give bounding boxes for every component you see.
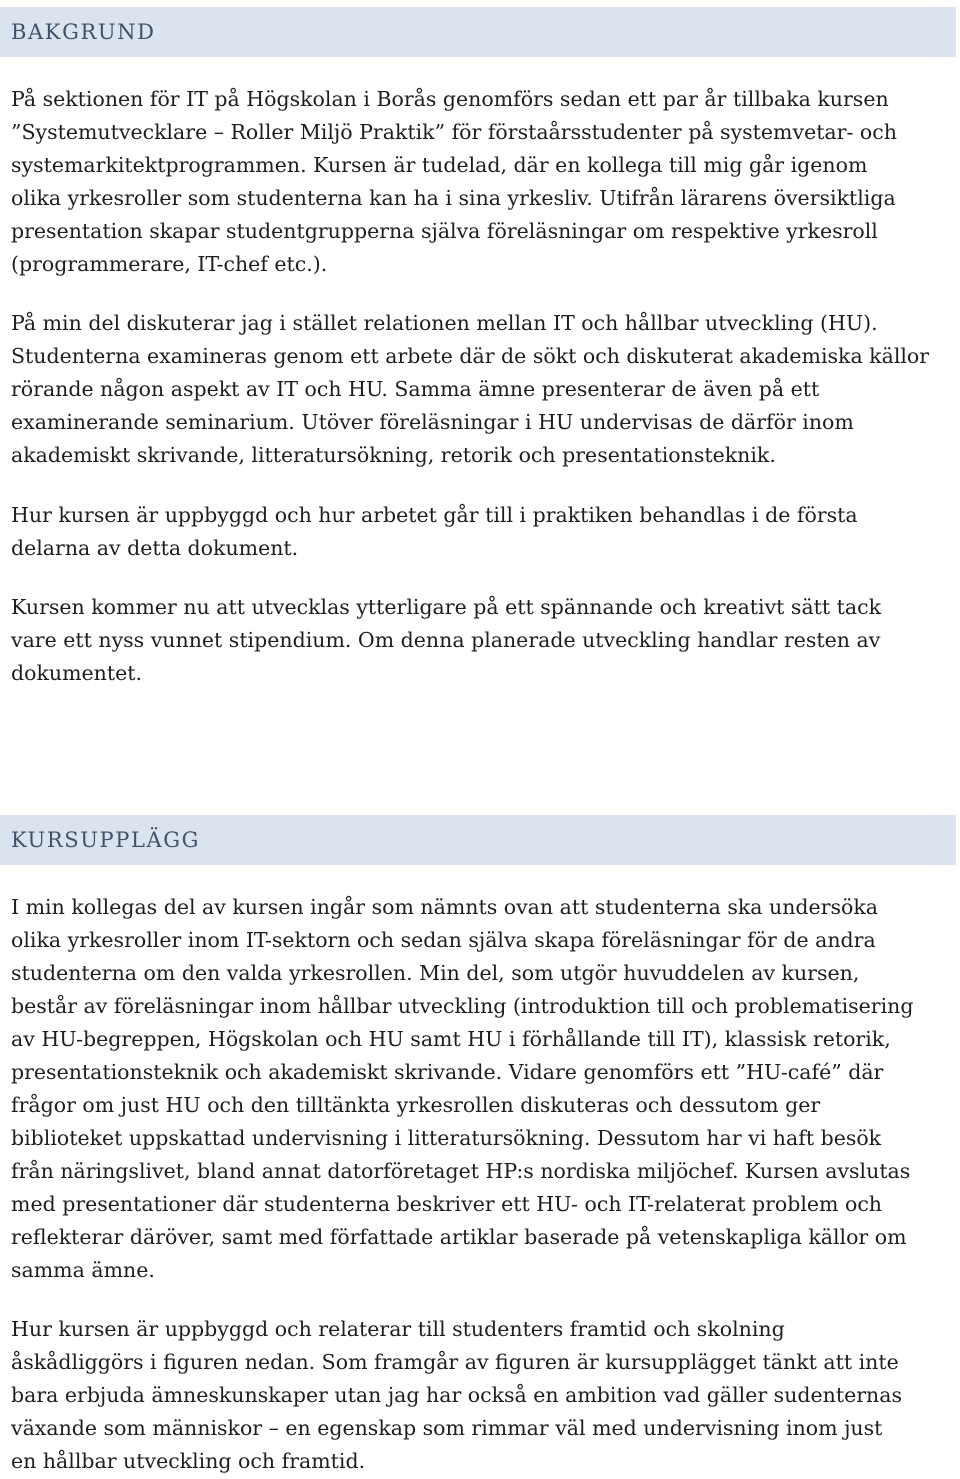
text-line: Studenterna examineras genom ett arbete där de sökt och diskuterat akademiska källor: [11, 344, 930, 368]
text-line: olika yrkesroller inom IT-sektorn och sedan själva skapa föreläsningar för de andra: [11, 928, 876, 952]
section-heading-kursupplagg: [0, 815, 956, 865]
text-line: presentation skapar studentgrupperna själva föreläsningar om respektive yrkesroll: [11, 219, 878, 243]
paragraph: [11, 891, 946, 1287]
text-line: I min kollegas del av kursen ingår som nämnts ovan att studenterna ska undersöka: [11, 895, 878, 919]
text-line: växande som människor – en egenskap som rimmar väl med undervisning inom just: [11, 1416, 883, 1440]
text-line: samma ämne.: [11, 1258, 155, 1282]
text-line: examinerande seminarium. Utöver föreläsningar i HU undervisas de därför inom: [11, 410, 854, 434]
text-line: (programmerare, IT-chef etc.).: [11, 252, 328, 276]
text-line: åskådliggörs i figuren nedan. Som framgår av figuren är kursupplägget tänkt att inte: [11, 1350, 899, 1374]
paragraph: [11, 307, 946, 472]
text-line: systemarkitektprogrammen. Kursen är tudelad, där en kollega till mig går igenom: [11, 153, 868, 177]
text-line: På sektionen för IT på Högskolan i Borås genomförs sedan ett par år tillbaka kursen: [11, 87, 889, 111]
text-line: delarna av detta dokument.: [11, 536, 299, 560]
text-line: ”Systemutvecklare – Roller Miljö Praktik” för förstaårsstudenter på systemvetar- och: [11, 120, 897, 144]
text-line: olika yrkesroller som studenterna kan ha i sina yrkesliv. Utifrån lärarens översiktliga: [11, 186, 896, 210]
paragraph: [11, 1313, 946, 1478]
text-line: biblioteket uppskattad undervisning i litteratursökning. Dessutom har vi haft besök: [11, 1126, 882, 1150]
text-line: presentationsteknik och akademiskt skrivande. Vidare genomförs ett ”HU-café” där: [11, 1060, 884, 1084]
section-title: KURSUPPLÄGG: [11, 828, 201, 852]
text-line: reflekterar däröver, samt med författade artiklar baserade på vetenskapliga källor om: [11, 1225, 907, 1249]
paragraph: [11, 83, 946, 281]
text-line: vare ett nyss vunnet stipendium. Om denna planerade utveckling handlar resten av: [11, 628, 881, 652]
section-heading-bakgrund: [0, 7, 956, 57]
text-line: Hur kursen är uppbyggd och relaterar till studenters framtid och skolning: [11, 1317, 785, 1341]
text-line: från näringslivet, bland annat datorföretaget HP:s nordiska miljöchef. Kursen avslutas: [11, 1159, 911, 1183]
text-line: dokumentet.: [11, 661, 142, 685]
paragraph: [11, 591, 946, 690]
text-line: studenterna om den valda yrkesrollen. Min del, som utgör huvuddelen av kursen,: [11, 961, 860, 985]
text-line: På min del diskuterar jag i stället relationen mellan IT och hållbar utveckling (HU).: [11, 311, 878, 335]
text-line: Kursen kommer nu att utvecklas ytterligare på ett spännande och kreativt sätt tack: [11, 595, 882, 619]
text-line: Hur kursen är uppbyggd och hur arbetet går till i praktiken behandlas i de första: [11, 503, 858, 527]
text-line: rörande någon aspekt av IT och HU. Samma ämne presenterar de även på ett: [11, 377, 820, 401]
text-line: akademiskt skrivande, litteratursökning, retorik och presentationsteknik.: [11, 443, 776, 467]
paragraph: [11, 499, 946, 565]
section-title: BAKGRUND: [11, 20, 156, 44]
text-line: frågor om just HU och den tilltänkta yrkesrollen diskuteras och dessutom ger: [11, 1093, 821, 1117]
text-line: en hållbar utveckling och framtid.: [11, 1449, 366, 1473]
text-line: består av föreläsningar inom hållbar utveckling (introduktion till och problematisering: [11, 994, 914, 1018]
text-line: av HU-begreppen, Högskolan och HU samt HU i förhållande till IT), klassisk retorik,: [11, 1027, 891, 1051]
text-line: bara erbjuda ämneskunskaper utan jag har också en ambition vad gäller sudenternas: [11, 1383, 902, 1407]
text-line: med presentationer där studenterna beskriver ett HU- och IT-relaterat problem och: [11, 1192, 883, 1216]
